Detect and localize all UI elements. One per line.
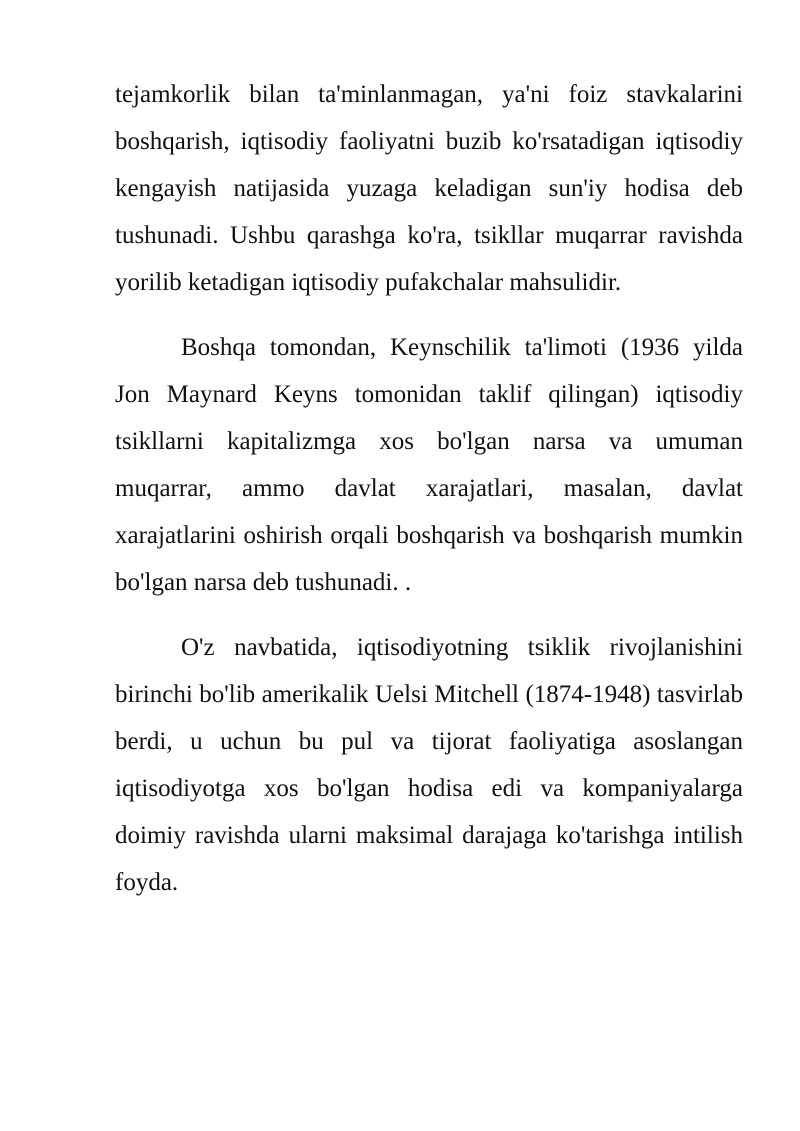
document-page <box>115 71 743 906</box>
paragraph-2: Boshqa tomondan, Keynschilik ta'limoti (1936 yilda Jon Maynard Keyns tomonidan taklif qilingan) iqtisodiy tsikllarni kapitalizmga xos bo'lgan narsa va umuman muqarrar, ammo davlat xarajatlari, masalan, davlat xarajatlarini oshirish orqali boshqarish va boshqarish mumkin bo'lgan narsa deb tushunadi. . <box>115 334 743 596</box>
paragraph-1: tejamkorlik bilan ta'minlanmagan, ya'ni foiz stavkalarini boshqarish, iqtisodiy faoliyatni buzib ko'rsatadigan iqtisodiy kengayish natijasida yuzaga keladigan sun'iy hodisa deb tushunadi. Ushbu qarashga ko'ra, tsikllar muqarrar ravishda yorilib ketadigan iqtisodiy pufakchalar mahsulidir. <box>115 81 743 296</box>
paragraph-3: O'z navbatida, iqtisodiyotning tsiklik rivojlanishini birinchi bo'lib amerikalik Uelsi Mitchell (1874-1948) tasvirlab berdi, u uchun bu pul va tijorat faoliyatiga asoslangan iqtisodiyotga xos bo'lgan hodisa edi va kompaniyalarga doimiy ravishda ularni maksimal darajaga ko'tarishga intilish foyda. <box>115 634 743 896</box>
